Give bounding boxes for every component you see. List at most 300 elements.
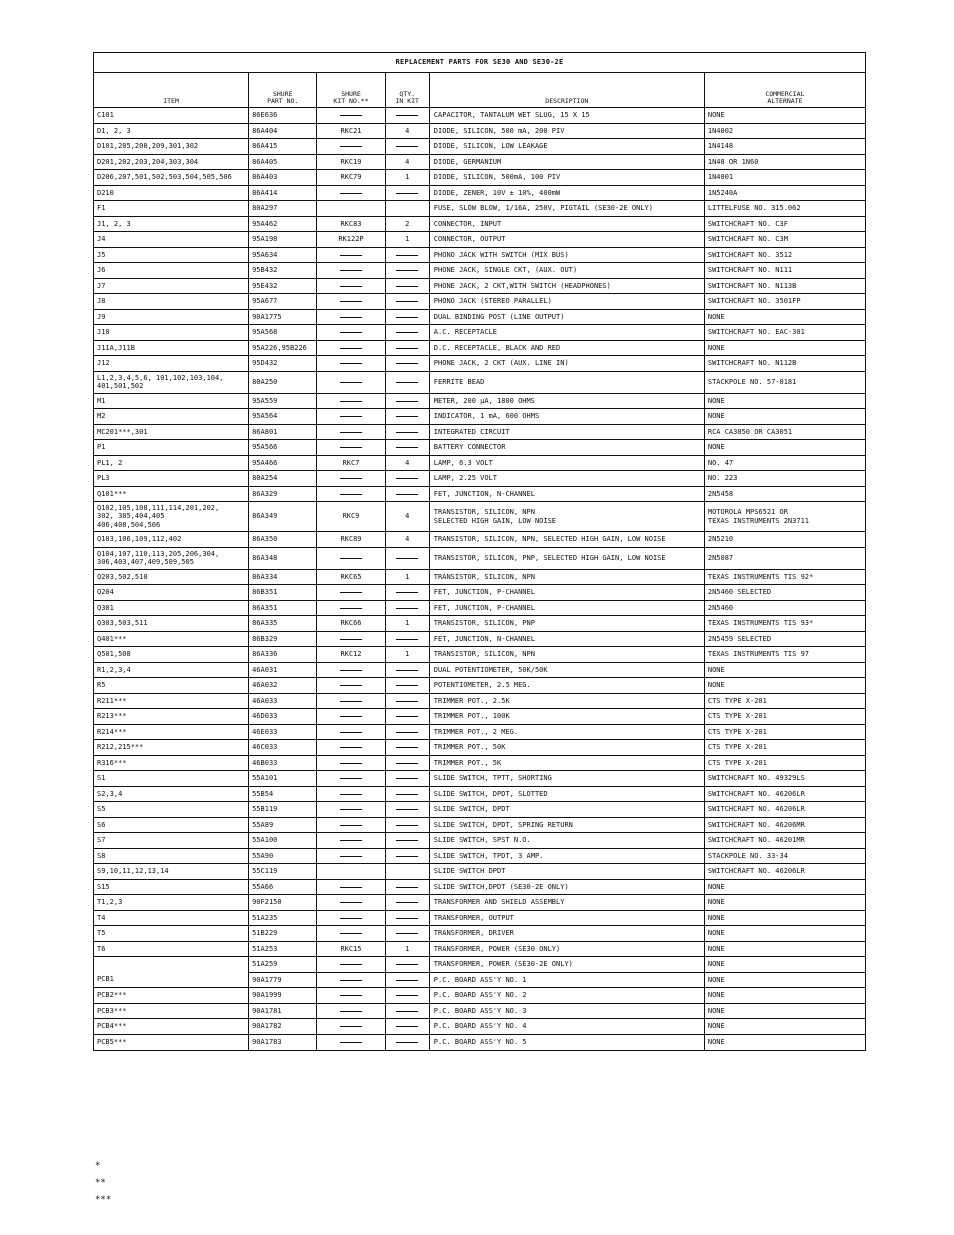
cell-qty xyxy=(385,833,429,849)
cell-description: SLIDE SWITCH,DPDT (SE30-2E ONLY) xyxy=(429,879,704,895)
dash-mark xyxy=(396,856,418,857)
cell-item: Q204 xyxy=(94,585,249,601)
cell-alternate: TEXAS INSTRUMENTS TIS 92* xyxy=(704,569,865,585)
cell-kit-no xyxy=(317,786,385,802)
table-row xyxy=(94,693,865,709)
dash-mark xyxy=(340,348,362,349)
cell-item: PL1, 2 xyxy=(94,455,249,471)
cell-part-no: 86E636 xyxy=(249,108,317,124)
table-row xyxy=(94,409,865,425)
cell-description: FERRITE BEAD xyxy=(429,371,704,393)
cell-part-no: 95A566 xyxy=(249,440,317,456)
cell-kit-no xyxy=(317,201,385,217)
cell-part-no: 51B229 xyxy=(249,926,317,942)
dash-mark xyxy=(396,980,418,981)
cell-qty xyxy=(385,1019,429,1035)
cell-description: P.C. BOARD ASS'Y NO. 3 xyxy=(429,1003,704,1019)
cell-kit-no: RK122P xyxy=(317,232,385,248)
cell-alternate: SWITCHCRAFT NO. 49329LS xyxy=(704,771,865,787)
cell-part-no: 80A254 xyxy=(249,471,317,487)
table-row xyxy=(94,170,865,186)
cell-item: R5 xyxy=(94,678,249,694)
cell-alternate: SWITCHCRAFT NO. N112B xyxy=(704,356,865,372)
table-row xyxy=(94,263,865,279)
cell-alternate: CTS TYPE X-201 xyxy=(704,693,865,709)
dash-mark xyxy=(396,401,418,402)
cell-alternate: NONE xyxy=(704,972,865,988)
cell-description: TRIMMER POT., 2.5K xyxy=(429,693,704,709)
dash-mark xyxy=(340,918,362,919)
cell-alternate: NONE xyxy=(704,309,865,325)
cell-alternate: SWITCHCRAFT NO. 3512 xyxy=(704,247,865,263)
cell-description: INTEGRATED CIRCUIT xyxy=(429,424,704,440)
cell-alternate: NONE xyxy=(704,340,865,356)
cell-alternate: SWITCHCRAFT NO. C3F xyxy=(704,216,865,232)
cell-qty xyxy=(385,356,429,372)
header-part-no: SHURE PART NO. xyxy=(249,73,317,108)
cell-part-no: 95A198 xyxy=(249,232,317,248)
cell-alternate: NONE xyxy=(704,879,865,895)
dash-mark xyxy=(340,980,362,981)
dash-mark xyxy=(340,778,362,779)
cell-qty: 4 xyxy=(385,123,429,139)
cell-part-no: 90F2150 xyxy=(249,895,317,911)
cell-description: TRIMMER POT., 100K xyxy=(429,709,704,725)
cell-description: SLIDE SWITCH, TPTT, SHORTING xyxy=(429,771,704,787)
cell-part-no: 51A235 xyxy=(249,910,317,926)
cell-qty xyxy=(385,957,429,973)
table-row xyxy=(94,662,865,678)
cell-description: SLIDE SWITCH DPDT xyxy=(429,864,704,880)
cell-description: INDICATOR, 1 mA, 600 OHMS xyxy=(429,409,704,425)
cell-qty xyxy=(385,278,429,294)
table-row xyxy=(94,139,865,155)
cell-description: P.C. BOARD ASS'Y NO. 5 xyxy=(429,1034,704,1050)
cell-part-no: 55C119 xyxy=(249,864,317,880)
cell-item: Q102,105,108,111,114,201,202, 302, 305,404,405 406,408,504,506 xyxy=(94,502,249,532)
table-row xyxy=(94,864,865,880)
cell-part-no: 95A466 xyxy=(249,455,317,471)
footnotes xyxy=(95,1158,111,1209)
table-row xyxy=(94,424,865,440)
dash-mark xyxy=(340,146,362,147)
cell-description: FET, JUNCTION, N-CHANNEL xyxy=(429,486,704,502)
dash-mark xyxy=(340,716,362,717)
cell-part-no: 46E033 xyxy=(249,724,317,740)
cell-part-no: 86A349 xyxy=(249,502,317,532)
cell-part-no: 80A250 xyxy=(249,371,317,393)
cell-description: TRANSISTOR, SILICON, PNP, SELECTED HIGH GAIN, LOW NOISE xyxy=(429,547,704,569)
cell-part-no: 86A334 xyxy=(249,569,317,585)
dash-mark xyxy=(340,301,362,302)
cell-description: CONNECTOR, OUTPUT xyxy=(429,232,704,248)
cell-item: Q501,508 xyxy=(94,647,249,663)
cell-qty xyxy=(385,771,429,787)
cell-qty xyxy=(385,848,429,864)
cell-part-no: 55A89 xyxy=(249,817,317,833)
cell-kit-no xyxy=(317,693,385,709)
cell-item: PCB2*** xyxy=(94,988,249,1004)
cell-kit-no xyxy=(317,724,385,740)
cell-item: T1,2,3 xyxy=(94,895,249,911)
cell-part-no: 90A1779 xyxy=(249,972,317,988)
dash-mark xyxy=(396,478,418,479)
cell-part-no: 46D033 xyxy=(249,709,317,725)
cell-item: J4 xyxy=(94,232,249,248)
cell-qty xyxy=(385,108,429,124)
cell-kit-no xyxy=(317,755,385,771)
cell-kit-no xyxy=(317,802,385,818)
dash-mark xyxy=(340,794,362,795)
cell-part-no: 86B351 xyxy=(249,585,317,601)
dash-mark xyxy=(396,918,418,919)
dash-mark xyxy=(340,363,362,364)
table-row xyxy=(94,972,865,988)
cell-description: PHONE JACK, 2 CKT (AUX. LINE IN) xyxy=(429,356,704,372)
cell-qty xyxy=(385,547,429,569)
cell-qty xyxy=(385,631,429,647)
cell-kit-no: RKC66 xyxy=(317,616,385,632)
cell-description: METER, 200 μA, 1800 OHMS xyxy=(429,393,704,409)
cell-kit-no xyxy=(317,409,385,425)
cell-description: FET, JUNCTION, P-CHANNEL xyxy=(429,600,704,616)
dash-mark xyxy=(396,716,418,717)
cell-qty: 2 xyxy=(385,216,429,232)
table-row xyxy=(94,910,865,926)
cell-item: J12 xyxy=(94,356,249,372)
table-title: REPLACEMENT PARTS FOR SE30 AND SE30-2E xyxy=(94,53,865,73)
dash-mark xyxy=(396,732,418,733)
cell-item: J8 xyxy=(94,294,249,310)
cell-item: Q103,106,109,112,402 xyxy=(94,532,249,548)
cell-qty xyxy=(385,393,429,409)
cell-part-no: 55A66 xyxy=(249,879,317,895)
dash-mark xyxy=(340,964,362,965)
cell-description: TRIMMER POT., 50K xyxy=(429,740,704,756)
cell-kit-no: RKC15 xyxy=(317,941,385,957)
dash-mark xyxy=(340,1026,362,1027)
dash-mark xyxy=(396,1011,418,1012)
cell-kit-no xyxy=(317,371,385,393)
table-row xyxy=(94,294,865,310)
dash-mark xyxy=(396,363,418,364)
dash-mark xyxy=(396,825,418,826)
cell-kit-no xyxy=(317,709,385,725)
cell-alternate: SWITCHCRAFT NO. 3501FP xyxy=(704,294,865,310)
cell-alternate: 2N5459 SELECTED xyxy=(704,631,865,647)
cell-qty: 1 xyxy=(385,170,429,186)
cell-qty xyxy=(385,340,429,356)
table-row xyxy=(94,802,865,818)
cell-kit-no xyxy=(317,325,385,341)
cell-item: D1, 2, 3 xyxy=(94,123,249,139)
cell-kit-no xyxy=(317,356,385,372)
cell-item: L1,2,3,4,5,6, 101,102,103,104, 401,501,502 xyxy=(94,371,249,393)
cell-kit-no xyxy=(317,139,385,155)
cell-item: MC201***,301 xyxy=(94,424,249,440)
dash-mark xyxy=(340,401,362,402)
table-row xyxy=(94,585,865,601)
dash-mark xyxy=(340,1042,362,1043)
cell-part-no: 95E432 xyxy=(249,278,317,294)
cell-kit-no xyxy=(317,740,385,756)
cell-description: DUAL BINDING POST (LINE OUTPUT) xyxy=(429,309,704,325)
cell-item: R211*** xyxy=(94,693,249,709)
dash-mark xyxy=(396,639,418,640)
cell-qty xyxy=(385,486,429,502)
cell-qty xyxy=(385,972,429,988)
cell-description: SLIDE SWITCH, SPST N.O. xyxy=(429,833,704,849)
dash-mark xyxy=(340,701,362,702)
cell-qty xyxy=(385,802,429,818)
dash-mark xyxy=(396,902,418,903)
dash-mark xyxy=(396,1026,418,1027)
cell-qty: 1 xyxy=(385,569,429,585)
table-row xyxy=(94,532,865,548)
cell-kit-no xyxy=(317,631,385,647)
cell-item: D201,202,203,204,303,304 xyxy=(94,154,249,170)
cell-part-no: 86A335 xyxy=(249,616,317,632)
cell-part-no: 95A677 xyxy=(249,294,317,310)
dash-mark xyxy=(396,286,418,287)
cell-alternate: NONE xyxy=(704,1034,865,1050)
cell-qty xyxy=(385,185,429,201)
cell-alternate: NONE xyxy=(704,440,865,456)
cell-alternate: TEXAS INSTRUMENTS TIS 93* xyxy=(704,616,865,632)
cell-description: P.C. BOARD ASS'Y NO. 1 xyxy=(429,972,704,988)
dash-mark xyxy=(396,701,418,702)
dash-mark xyxy=(396,794,418,795)
cell-kit-no xyxy=(317,972,385,988)
cell-part-no: 55A100 xyxy=(249,833,317,849)
cell-kit-no xyxy=(317,393,385,409)
cell-description: DIODE, SILICON, 500mA, 100 PIV xyxy=(429,170,704,186)
cell-description: P.C. BOARD ASS'Y NO. 4 xyxy=(429,1019,704,1035)
cell-qty: 1 xyxy=(385,647,429,663)
cell-alternate: 2N5458 xyxy=(704,486,865,502)
table-row xyxy=(94,325,865,341)
cell-part-no: 90A1775 xyxy=(249,309,317,325)
cell-qty xyxy=(385,325,429,341)
cell-kit-no xyxy=(317,247,385,263)
cell-qty xyxy=(385,1003,429,1019)
cell-description: TRANSISTOR, SILICON, PNP xyxy=(429,616,704,632)
cell-kit-no xyxy=(317,547,385,569)
table-row xyxy=(94,786,865,802)
cell-part-no: 86A414 xyxy=(249,185,317,201)
cell-description: SLIDE SWITCH, DPDT, SPRING RETURN xyxy=(429,817,704,833)
cell-item: Q301 xyxy=(94,600,249,616)
cell-description: FET, JUNCTION, N-CHANNEL xyxy=(429,631,704,647)
cell-kit-no xyxy=(317,662,385,678)
cell-part-no: 95A568 xyxy=(249,325,317,341)
cell-qty xyxy=(385,895,429,911)
table-row xyxy=(94,371,865,393)
dash-mark xyxy=(396,193,418,194)
dash-mark xyxy=(340,670,362,671)
cell-alternate: NONE xyxy=(704,941,865,957)
dash-mark xyxy=(396,995,418,996)
table-row xyxy=(94,309,865,325)
dash-mark xyxy=(396,447,418,448)
cell-item: R212,215*** xyxy=(94,740,249,756)
cell-qty xyxy=(385,294,429,310)
cell-item: S9,10,11,12,13,14 xyxy=(94,864,249,880)
table-row xyxy=(94,848,865,864)
cell-description: CAPACITOR, TANTALUM WET SLUG, 15 X 15 xyxy=(429,108,704,124)
table-row xyxy=(94,631,865,647)
cell-qty xyxy=(385,263,429,279)
cell-item: F1 xyxy=(94,201,249,217)
cell-part-no: 86A415 xyxy=(249,139,317,155)
table-row xyxy=(94,232,865,248)
dash-mark xyxy=(340,887,362,888)
cell-item: Q401*** xyxy=(94,631,249,647)
cell-alternate: RCA CA3050 OR CA3051 xyxy=(704,424,865,440)
cell-qty xyxy=(385,201,429,217)
dash-mark xyxy=(396,416,418,417)
dash-mark xyxy=(396,432,418,433)
cell-alternate: SWITCHCRAFT NO. 46206LR xyxy=(704,802,865,818)
cell-part-no: 90A1783 xyxy=(249,1034,317,1050)
cell-qty: 1 xyxy=(385,616,429,632)
cell-description: DIODE, SILICON, 500 mA, 200 PIV xyxy=(429,123,704,139)
cell-kit-no xyxy=(317,1034,385,1050)
dash-mark xyxy=(340,478,362,479)
table-row xyxy=(94,247,865,263)
table-row xyxy=(94,278,865,294)
cell-description: SLIDE SWITCH, DPDT xyxy=(429,802,704,818)
cell-item: S8 xyxy=(94,848,249,864)
cell-description: BATTERY CONNECTOR xyxy=(429,440,704,456)
cell-description: SLIDE SWITCH, TPDT, 3 AMP. xyxy=(429,848,704,864)
cell-kit-no xyxy=(317,185,385,201)
cell-qty xyxy=(385,600,429,616)
cell-part-no: 86A405 xyxy=(249,154,317,170)
cell-item: S1 xyxy=(94,771,249,787)
dash-mark xyxy=(396,1042,418,1043)
dash-mark xyxy=(396,809,418,810)
cell-kit-no xyxy=(317,678,385,694)
cell-kit-no xyxy=(317,988,385,1004)
cell-qty: 1 xyxy=(385,941,429,957)
cell-alternate: NONE xyxy=(704,409,865,425)
cell-alternate: NONE xyxy=(704,910,865,926)
table-row xyxy=(94,600,865,616)
cell-part-no: 46A032 xyxy=(249,678,317,694)
cell-item: PCB5*** xyxy=(94,1034,249,1050)
cell-description: DIODE, SILICON, LOW LEAKAGE xyxy=(429,139,704,155)
cell-part-no: 86A336 xyxy=(249,647,317,663)
table-row xyxy=(94,895,865,911)
cell-part-no: 95B432 xyxy=(249,263,317,279)
cell-alternate: NO. 223 xyxy=(704,471,865,487)
cell-description: CONNECTOR, INPUT xyxy=(429,216,704,232)
dash-mark xyxy=(396,317,418,318)
cell-alternate: 2N5460 SELECTED xyxy=(704,585,865,601)
cell-alternate: 2N5460 xyxy=(704,600,865,616)
cell-kit-no xyxy=(317,1003,385,1019)
cell-kit-no xyxy=(317,926,385,942)
cell-kit-no xyxy=(317,108,385,124)
cell-qty xyxy=(385,786,429,802)
cell-qty xyxy=(385,585,429,601)
cell-kit-no: RKC21 xyxy=(317,123,385,139)
dash-mark xyxy=(340,558,362,559)
dash-mark xyxy=(340,432,362,433)
table-row xyxy=(94,709,865,725)
dash-mark xyxy=(396,763,418,764)
cell-kit-no: RKC19 xyxy=(317,154,385,170)
table-row xyxy=(94,356,865,372)
cell-alternate: SWITCHCRAFT NO. N111 xyxy=(704,263,865,279)
parts-table-sheet xyxy=(93,52,866,1051)
cell-alternate: NONE xyxy=(704,393,865,409)
cell-qty xyxy=(385,926,429,942)
header-kit-no: SHURE KIT NO.** xyxy=(317,73,385,108)
cell-qty xyxy=(385,724,429,740)
cell-qty xyxy=(385,309,429,325)
dash-mark xyxy=(340,270,362,271)
cell-kit-no: RKC79 xyxy=(317,170,385,186)
cell-item: D206,207,501,502,503,504,505,506 xyxy=(94,170,249,186)
dash-mark xyxy=(396,494,418,495)
cell-part-no: 95A462 xyxy=(249,216,317,232)
table-row xyxy=(94,471,865,487)
cell-alternate: NONE xyxy=(704,678,865,694)
cell-qty xyxy=(385,740,429,756)
dash-mark xyxy=(396,146,418,147)
cell-part-no: 55A101 xyxy=(249,771,317,787)
cell-alternate: NONE xyxy=(704,957,865,973)
table-row xyxy=(94,771,865,787)
cell-item: D210 xyxy=(94,185,249,201)
cell-alternate: TEXAS INSTRUMENTS TIS 97 xyxy=(704,647,865,663)
cell-description: A.C. RECEPTACLE xyxy=(429,325,704,341)
cell-kit-no xyxy=(317,294,385,310)
cell-description: TRANSFORMER, POWER (SE30-2E ONLY) xyxy=(429,957,704,973)
cell-description: DIODE, ZENER, 10V ± 10%, 400mW xyxy=(429,185,704,201)
cell-alternate: NONE xyxy=(704,1019,865,1035)
cell-alternate: 2N5087 xyxy=(704,547,865,569)
cell-kit-no: RKC9 xyxy=(317,502,385,532)
cell-description: FET, JUNCTION, P-CHANNEL xyxy=(429,585,704,601)
cell-kit-no xyxy=(317,471,385,487)
cell-item: R316*** xyxy=(94,755,249,771)
cell-part-no: 90A1781 xyxy=(249,1003,317,1019)
dash-mark xyxy=(396,115,418,116)
parts-table xyxy=(94,73,865,1050)
cell-alternate: 1N4148 xyxy=(704,139,865,155)
cell-kit-no: RKC65 xyxy=(317,569,385,585)
cell-description: D.C. RECEPTACLE, BLACK AND RED xyxy=(429,340,704,356)
cell-kit-no xyxy=(317,263,385,279)
cell-alternate: CTS TYPE X-201 xyxy=(704,709,865,725)
cell-qty xyxy=(385,864,429,880)
table-row xyxy=(94,678,865,694)
cell-item: J9 xyxy=(94,309,249,325)
cell-alternate: STACKPOLE NO. 57-0181 xyxy=(704,371,865,393)
dash-mark xyxy=(340,447,362,448)
cell-description: PHONO JACK (STEREO PARALLEL) xyxy=(429,294,704,310)
table-row xyxy=(94,616,865,632)
dash-mark xyxy=(396,592,418,593)
cell-item: R213*** xyxy=(94,709,249,725)
cell-alternate: 1N48 OR 1N60 xyxy=(704,154,865,170)
table-header-row xyxy=(94,73,865,108)
dash-mark xyxy=(340,933,362,934)
cell-qty xyxy=(385,247,429,263)
